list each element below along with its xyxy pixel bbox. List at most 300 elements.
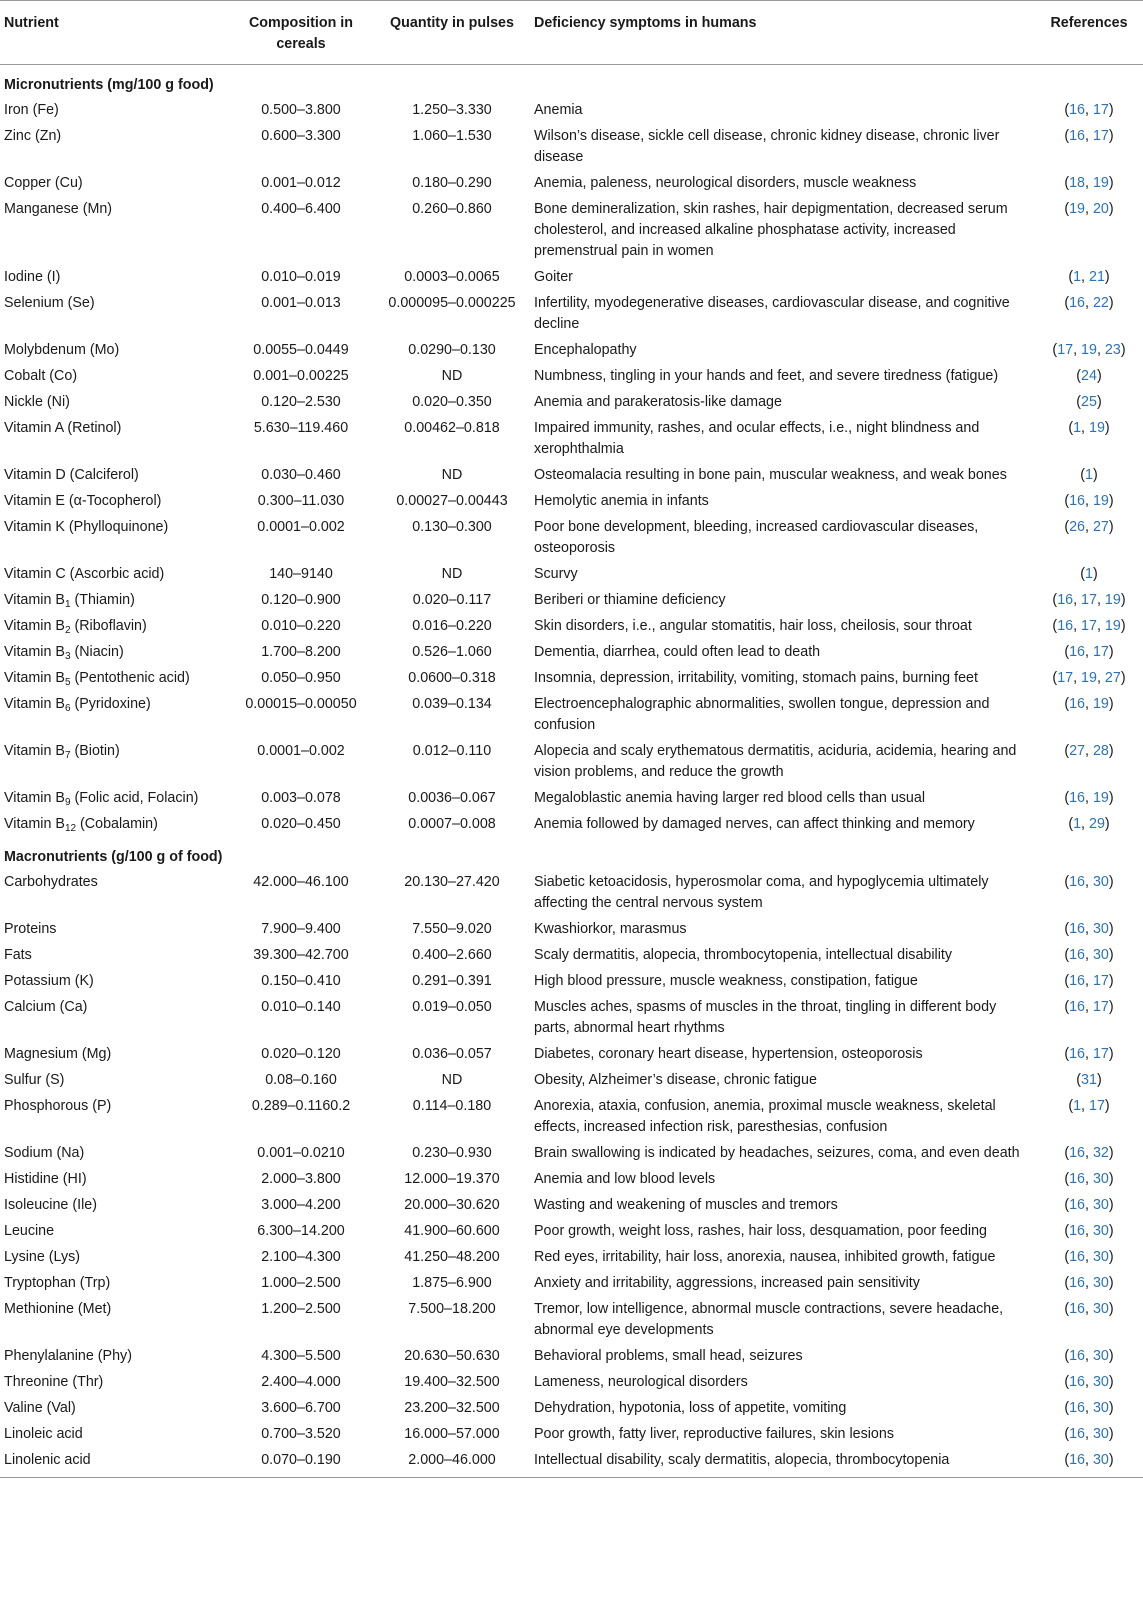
ref-separator: , <box>1085 695 1093 712</box>
reference-link[interactable]: 19 <box>1081 341 1097 358</box>
cell-pulses: 0.000095–0.000225 <box>388 294 516 311</box>
cell-nutrient <box>0 561 228 587</box>
cell-symptoms: High blood pressure, muscle weakness, constipation, fatigue <box>534 972 918 989</box>
reference-link[interactable]: 30 <box>1092 1222 1109 1239</box>
reference-link[interactable]: 17 <box>1092 998 1109 1015</box>
nutrient-name-suffix: (Thiamin) <box>70 591 135 608</box>
reference-link[interactable]: 20 <box>1092 200 1109 217</box>
cell-references <box>1035 613 1143 639</box>
ref-paren-close: ) <box>1108 1425 1114 1442</box>
reference-link[interactable]: 17 <box>1089 1097 1105 1114</box>
nutrient-name-suffix: (Pentothenic acid) <box>70 669 190 686</box>
reference-link[interactable]: 1 <box>1073 419 1082 436</box>
cell-pulses: 16.000–57.000 <box>404 1425 500 1442</box>
reference-link[interactable]: 17 <box>1081 617 1097 634</box>
cell-references <box>1035 1395 1143 1421</box>
ref-paren-open: ( <box>1064 1300 1070 1317</box>
reference-link[interactable]: 16 <box>1069 873 1086 890</box>
table-row <box>0 389 1143 415</box>
ref-paren-open: ( <box>1064 1373 1070 1390</box>
cell-references <box>1035 1421 1143 1447</box>
cell-references <box>1035 916 1143 942</box>
cell-cereals: 0.00015–0.00050 <box>245 695 357 712</box>
nutrient-name: Nickle (Ni) <box>4 393 70 410</box>
reference-link[interactable]: 19 <box>1104 617 1121 634</box>
table-row <box>0 587 1143 613</box>
cell-symptoms: Dementia, diarrhea, could often lead to death <box>534 643 821 660</box>
ref-paren-close: ) <box>1120 591 1126 608</box>
reference-link[interactable]: 21 <box>1089 268 1105 285</box>
ref-paren-open: ( <box>1064 1451 1070 1468</box>
cell-symptoms: Diabetes, coronary heart disease, hypertension, osteoporosis <box>534 1045 923 1062</box>
reference-link[interactable]: 16 <box>1069 127 1086 144</box>
nutrient-name-suffix: (Folic acid, Folacin) <box>70 789 199 806</box>
reference-link[interactable]: 16 <box>1069 1300 1086 1317</box>
cell-nutrient <box>0 363 228 389</box>
ref-paren-close: ) <box>1108 1300 1114 1317</box>
cell-nutrient <box>0 811 228 837</box>
nutrient-name: Isoleucine (Ile) <box>4 1196 97 1213</box>
reference-link[interactable]: 30 <box>1092 1425 1109 1442</box>
ref-paren-open: ( <box>1064 1045 1070 1062</box>
nutrient-name: Fats <box>4 946 32 963</box>
reference-link[interactable]: 1 <box>1085 466 1093 483</box>
header-cereals: Composition in cereals <box>228 1 374 65</box>
table-row <box>0 514 1143 561</box>
reference-link[interactable]: 16 <box>1057 591 1074 608</box>
cell-cereals: 1.200–2.500 <box>261 1300 341 1317</box>
reference-link[interactable]: 16 <box>1069 1347 1086 1364</box>
reference-link[interactable]: 30 <box>1092 1196 1109 1213</box>
reference-link[interactable]: 31 <box>1081 1071 1097 1088</box>
ref-paren-open: ( <box>1080 565 1086 582</box>
cell-references <box>1035 1270 1143 1296</box>
nutrient-subscript: 6 <box>64 702 71 714</box>
reference-link[interactable]: 19 <box>1081 669 1097 686</box>
table-row <box>0 337 1143 363</box>
reference-link[interactable]: 16 <box>1069 1425 1086 1442</box>
table-row <box>0 1369 1143 1395</box>
reference-link[interactable]: 17 <box>1092 643 1109 660</box>
cell-symptoms: Wasting and weakening of muscles and tremors <box>534 1196 838 1213</box>
ref-paren-close: ) <box>1108 518 1114 535</box>
table-row <box>0 1166 1143 1192</box>
nutrient-name: Lysine (Lys) <box>4 1248 81 1265</box>
cell-nutrient <box>0 1041 228 1067</box>
ref-separator: , <box>1085 492 1093 509</box>
cell-nutrient <box>0 1218 228 1244</box>
cell-pulses: 0.0007–0.008 <box>408 815 496 832</box>
cell-symptoms: Poor growth, weight loss, rashes, hair loss, desquamation, poor feeding <box>534 1222 987 1239</box>
reference-link[interactable]: 16 <box>1069 1144 1086 1161</box>
nutrient-subscript: 9 <box>64 796 71 808</box>
ref-paren-close: ) <box>1096 1071 1102 1088</box>
cell-cereals: 0.120–0.900 <box>261 591 341 608</box>
reference-link[interactable]: 17 <box>1092 127 1109 144</box>
reference-link[interactable]: 16 <box>1069 643 1086 660</box>
nutrient-name: Valine (Val) <box>4 1399 76 1416</box>
ref-paren-close: ) <box>1108 742 1114 759</box>
cell-cereals: 1.000–2.500 <box>261 1274 341 1291</box>
reference-link[interactable]: 30 <box>1092 1451 1109 1468</box>
cell-symptoms: Bone demineralization, skin rashes, hair depigmentation, decreased serum cholesterol, and increased alkaline phosphatase activity, increased premenstrual pain in women <box>534 200 1008 259</box>
reference-link[interactable]: 1 <box>1085 565 1093 582</box>
table-row <box>0 1093 1143 1140</box>
ref-paren-open: ( <box>1064 1196 1070 1213</box>
cell-pulses: 7.500–18.200 <box>408 1300 496 1317</box>
cell-pulses: 1.060–1.530 <box>412 127 492 144</box>
nutrient-name-suffix: (Pyridoxine) <box>70 695 151 712</box>
cell-nutrient <box>0 994 228 1041</box>
ref-paren-open: ( <box>1064 200 1070 217</box>
reference-link[interactable]: 16 <box>1069 998 1086 1015</box>
cell-nutrient <box>0 1166 228 1192</box>
cell-cereals: 140–9140 <box>269 565 333 582</box>
cell-references <box>1035 1067 1143 1093</box>
cell-pulses: 0.012–0.110 <box>412 742 492 759</box>
cell-nutrient <box>0 1192 228 1218</box>
cell-references <box>1035 994 1143 1041</box>
cell-references <box>1035 1093 1143 1140</box>
cell-symptoms: Anemia and low blood levels <box>534 1170 716 1187</box>
cell-symptoms: Poor growth, fatty liver, reproductive failures, skin lesions <box>534 1425 894 1442</box>
cell-pulses: 0.180–0.290 <box>412 174 492 191</box>
cell-pulses: ND <box>441 565 463 582</box>
cell-references <box>1035 691 1143 738</box>
reference-link[interactable]: 19 <box>1089 419 1105 436</box>
ref-separator: , <box>1085 200 1093 217</box>
reference-link[interactable]: 19 <box>1092 789 1109 806</box>
cell-symptoms: Scurvy <box>534 565 578 582</box>
cell-symptoms: Behavioral problems, small head, seizures <box>534 1347 803 1364</box>
reference-link[interactable]: 23 <box>1104 341 1121 358</box>
ref-paren-close: ) <box>1108 1222 1114 1239</box>
ref-paren-open: ( <box>1068 1097 1074 1114</box>
reference-link[interactable]: 19 <box>1069 200 1086 217</box>
ref-separator: , <box>1085 1425 1093 1442</box>
ref-paren-open: ( <box>1064 174 1070 191</box>
ref-separator: , <box>1085 998 1093 1015</box>
cell-references <box>1035 1140 1143 1166</box>
cell-pulses: ND <box>441 466 463 483</box>
ref-separator: , <box>1085 1451 1093 1468</box>
cell-pulses: 20.630–50.630 <box>404 1347 500 1364</box>
ref-paren-close: ) <box>1108 998 1114 1015</box>
cell-pulses: 0.0600–0.318 <box>408 669 496 686</box>
cell-nutrient <box>0 1093 228 1140</box>
ref-paren-open: ( <box>1064 294 1070 311</box>
cell-references <box>1035 170 1143 196</box>
cell-symptoms: Hemolytic anemia in infants <box>534 492 709 509</box>
reference-link[interactable]: 17 <box>1057 341 1074 358</box>
cell-pulses: 0.00462–0.818 <box>404 419 500 436</box>
ref-paren-open: ( <box>1064 1399 1070 1416</box>
reference-link[interactable]: 16 <box>1069 1045 1086 1062</box>
reference-link[interactable]: 19 <box>1092 492 1109 509</box>
cell-cereals: 0.0001–0.002 <box>257 518 345 535</box>
nutrient-name: Linoleic acid <box>4 1425 83 1442</box>
ref-separator: , <box>1085 643 1093 660</box>
nutrient-name: Vitamin B <box>4 815 65 832</box>
cell-symptoms: Anemia and parakeratosis-like damage <box>534 393 782 410</box>
reference-link[interactable]: 16 <box>1069 946 1086 963</box>
header-references: References <box>1035 1 1143 65</box>
cell-nutrient <box>0 738 228 785</box>
cell-cereals: 0.0001–0.002 <box>257 742 345 759</box>
cell-references <box>1035 1447 1143 1477</box>
cell-pulses: 0.036–0.057 <box>412 1045 492 1062</box>
reference-link[interactable]: 16 <box>1069 1274 1086 1291</box>
cell-cereals: 0.150–0.410 <box>261 972 341 989</box>
nutrient-name: Vitamin B <box>4 669 65 686</box>
ref-paren-close: ) <box>1108 1451 1114 1468</box>
ref-paren-open: ( <box>1052 617 1058 634</box>
reference-link[interactable]: 16 <box>1069 1222 1086 1239</box>
cell-cereals: 0.010–0.140 <box>261 998 341 1015</box>
cell-pulses: 7.550–9.020 <box>412 920 492 937</box>
reference-link[interactable]: 30 <box>1092 1248 1109 1265</box>
nutrient-name: Proteins <box>4 920 57 937</box>
reference-link[interactable]: 16 <box>1069 695 1086 712</box>
reference-link[interactable]: 30 <box>1092 1300 1109 1317</box>
cell-cereals: 0.700–3.520 <box>261 1425 341 1442</box>
table-row <box>0 488 1143 514</box>
cell-symptoms: Encephalopathy <box>534 341 637 358</box>
reference-link[interactable]: 19 <box>1092 174 1109 191</box>
reference-link[interactable]: 16 <box>1069 1399 1086 1416</box>
cell-pulses: 0.0003–0.0065 <box>404 268 500 285</box>
nutrient-name: Cobalt (Co) <box>4 367 78 384</box>
nutrient-name: Sodium (Na) <box>4 1144 85 1161</box>
cell-nutrient <box>0 514 228 561</box>
cell-cereals: 4.300–5.500 <box>261 1347 341 1364</box>
reference-link[interactable]: 30 <box>1092 1399 1109 1416</box>
reference-link[interactable]: 16 <box>1069 1248 1086 1265</box>
reference-link[interactable]: 17 <box>1057 669 1074 686</box>
cell-references <box>1035 665 1143 691</box>
table-row <box>0 264 1143 290</box>
ref-paren-close: ) <box>1108 1248 1114 1265</box>
cell-cereals: 2.000–3.800 <box>261 1170 341 1187</box>
reference-link[interactable]: 16 <box>1069 101 1086 118</box>
reference-link[interactable]: 16 <box>1069 492 1086 509</box>
table-row <box>0 613 1143 639</box>
cell-cereals: 0.030–0.460 <box>261 466 341 483</box>
table-row <box>0 1343 1143 1369</box>
cell-symptoms: Insomnia, depression, irritability, vomiting, stomach pains, burning feet <box>534 669 978 686</box>
cell-references <box>1035 811 1143 837</box>
cell-references <box>1035 968 1143 994</box>
cell-nutrient <box>0 869 228 916</box>
section-title: Macronutrients (g/100 g of food) <box>4 849 223 865</box>
table-row <box>0 942 1143 968</box>
reference-link[interactable]: 16 <box>1057 617 1074 634</box>
reference-link[interactable]: 27 <box>1104 669 1121 686</box>
cell-pulses: 0.0290–0.130 <box>408 341 496 358</box>
table-row <box>0 196 1143 264</box>
ref-paren-open: ( <box>1064 695 1070 712</box>
table-row <box>0 691 1143 738</box>
reference-link[interactable]: 16 <box>1069 789 1086 806</box>
cell-nutrient <box>0 639 228 665</box>
ref-paren-open: ( <box>1064 518 1070 535</box>
cell-references <box>1035 97 1143 123</box>
table-row <box>0 1296 1143 1343</box>
reference-link[interactable]: 19 <box>1104 591 1121 608</box>
reference-link[interactable]: 30 <box>1092 873 1109 890</box>
nutrient-name: Zinc (Zn) <box>4 127 62 144</box>
cell-nutrient <box>0 587 228 613</box>
ref-separator: , <box>1081 419 1089 436</box>
reference-link[interactable]: 29 <box>1089 815 1105 832</box>
reference-link[interactable]: 30 <box>1092 1373 1109 1390</box>
table-row <box>0 1192 1143 1218</box>
cell-nutrient <box>0 691 228 738</box>
table-row <box>0 994 1143 1041</box>
reference-link[interactable]: 16 <box>1069 294 1086 311</box>
ref-paren-close: ) <box>1108 972 1114 989</box>
reference-link[interactable]: 16 <box>1069 1373 1086 1390</box>
ref-separator: , <box>1085 174 1093 191</box>
cell-nutrient <box>0 1395 228 1421</box>
cell-pulses: 23.200–32.500 <box>404 1399 500 1416</box>
nutrient-subscript: 1 <box>64 598 71 610</box>
table-body <box>0 65 1143 1478</box>
cell-cereals: 0.0055–0.0449 <box>253 341 349 358</box>
reference-link[interactable]: 19 <box>1092 695 1109 712</box>
reference-link[interactable]: 30 <box>1092 1170 1109 1187</box>
cell-cereals: 0.050–0.950 <box>261 669 341 686</box>
nutrient-name: Histidine (HI) <box>4 1170 87 1187</box>
reference-link[interactable]: 18 <box>1069 174 1086 191</box>
reference-link[interactable]: 1 <box>1073 815 1082 832</box>
ref-paren-close: ) <box>1108 492 1114 509</box>
ref-paren-close: ) <box>1108 1274 1114 1291</box>
cell-nutrient <box>0 1067 228 1093</box>
ref-separator: , <box>1081 268 1089 285</box>
ref-paren-open: ( <box>1064 998 1070 1015</box>
reference-link[interactable]: 16 <box>1069 920 1086 937</box>
reference-link[interactable]: 25 <box>1081 393 1097 410</box>
ref-paren-open: ( <box>1064 789 1070 806</box>
ref-paren-open: ( <box>1064 1248 1070 1265</box>
nutrient-name: Vitamin B <box>4 643 65 660</box>
table-row <box>0 869 1143 916</box>
reference-link[interactable]: 22 <box>1092 294 1109 311</box>
cell-symptoms: Intellectual disability, scaly dermatitis, alopecia, thrombocytopenia <box>530 1447 1035 1477</box>
cell-nutrient <box>0 264 228 290</box>
nutrient-name-suffix: (Riboflavin) <box>70 617 147 634</box>
nutrient-name: Calcium (Ca) <box>4 998 88 1015</box>
ref-paren-close: ) <box>1104 419 1110 436</box>
ref-paren-close: ) <box>1104 1097 1110 1114</box>
table-row <box>0 1244 1143 1270</box>
ref-paren-close: ) <box>1092 565 1098 582</box>
table-row <box>0 1421 1143 1447</box>
nutrient-name: Carbohydrates <box>4 873 98 890</box>
reference-link[interactable]: 30 <box>1092 1347 1109 1364</box>
ref-separator: , <box>1085 1222 1093 1239</box>
cell-symptoms: Anemia followed by damaged nerves, can affect thinking and memory <box>534 815 975 832</box>
ref-paren-close: ) <box>1108 1347 1114 1364</box>
ref-paren-close: ) <box>1108 294 1114 311</box>
ref-paren-open: ( <box>1080 466 1086 483</box>
table-row <box>0 916 1143 942</box>
table-header <box>0 1 1143 65</box>
ref-separator: , <box>1085 294 1093 311</box>
reference-link[interactable]: 27 <box>1069 742 1086 759</box>
reference-link[interactable]: 17 <box>1092 101 1109 118</box>
table-row <box>0 462 1143 488</box>
cell-symptoms: Numbness, tingling in your hands and feet, and severe tiredness (fatigue) <box>534 367 999 384</box>
cell-cereals: 0.010–0.220 <box>261 617 341 634</box>
cell-cereals: 42.000–46.100 <box>253 873 349 890</box>
cell-cereals: 7.900–9.400 <box>261 920 341 937</box>
nutrient-name-suffix: (Niacin) <box>70 643 124 660</box>
cell-symptoms: Beriberi or thiamine deficiency <box>534 591 726 608</box>
ref-separator: , <box>1085 101 1093 118</box>
ref-separator: , <box>1073 669 1082 686</box>
cell-cereals: 3.600–6.700 <box>261 1399 341 1416</box>
ref-separator: , <box>1081 1097 1089 1114</box>
reference-link[interactable]: 30 <box>1092 946 1109 963</box>
reference-link[interactable]: 27 <box>1092 518 1109 535</box>
cell-cereals: 0.010–0.019 <box>261 268 341 285</box>
reference-link[interactable]: 28 <box>1092 742 1109 759</box>
reference-link[interactable]: 17 <box>1092 972 1109 989</box>
reference-link[interactable]: 17 <box>1092 1045 1109 1062</box>
reference-link[interactable]: 32 <box>1092 1144 1109 1161</box>
header-row <box>0 1 1143 65</box>
reference-link[interactable]: 30 <box>1092 920 1109 937</box>
cell-references <box>1035 1041 1143 1067</box>
ref-paren-open: ( <box>1076 1071 1082 1088</box>
table-row <box>0 123 1143 170</box>
ref-paren-close: ) <box>1120 341 1126 358</box>
ref-separator: , <box>1085 972 1093 989</box>
cell-nutrient <box>0 1270 228 1296</box>
cell-symptoms: Poor bone development, bleeding, increased cardiovascular diseases, osteoporosis <box>534 518 979 556</box>
cell-symptoms: Muscles aches, spasms of muscles in the throat, tingling in different body parts, abnormal heart rhythms <box>534 998 997 1036</box>
reference-link[interactable]: 26 <box>1069 518 1086 535</box>
cell-cereals: 0.020–0.450 <box>261 815 341 832</box>
ref-paren-open: ( <box>1064 946 1070 963</box>
ref-paren-close: ) <box>1092 466 1098 483</box>
nutrient-name: Phenylalanine (Phy) <box>4 1347 132 1364</box>
reference-link[interactable]: 1 <box>1073 268 1082 285</box>
ref-separator: , <box>1073 617 1082 634</box>
table-row <box>0 1140 1143 1166</box>
reference-link[interactable]: 17 <box>1081 591 1097 608</box>
reference-link[interactable]: 1 <box>1073 1097 1082 1114</box>
nutrient-name: Iron (Fe) <box>4 101 59 118</box>
reference-link[interactable]: 24 <box>1081 367 1097 384</box>
reference-link[interactable]: 16 <box>1069 1196 1086 1213</box>
reference-link[interactable]: 16 <box>1069 972 1086 989</box>
ref-paren-close: ) <box>1108 920 1114 937</box>
reference-link[interactable]: 30 <box>1092 1274 1109 1291</box>
ref-paren-open: ( <box>1064 643 1070 660</box>
table-row <box>0 1067 1143 1093</box>
cell-symptoms: Impaired immunity, rashes, and ocular effects, i.e., night blindness and xerophthalmia <box>534 419 980 457</box>
cell-pulses: 0.0036–0.067 <box>408 789 496 806</box>
nutrient-name: Vitamin B <box>4 789 65 806</box>
ref-separator: , <box>1073 591 1082 608</box>
reference-link[interactable]: 16 <box>1069 1170 1086 1187</box>
ref-paren-open: ( <box>1064 101 1070 118</box>
reference-link[interactable]: 16 <box>1069 1451 1086 1468</box>
cell-nutrient <box>0 785 228 811</box>
